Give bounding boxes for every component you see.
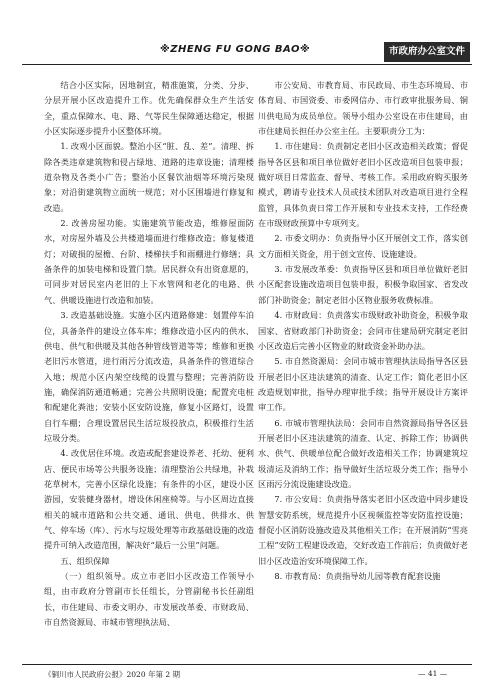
paragraph: 4. 市财政局：负责落实市级财政补助资金，积极争取国家、省财政部门补助资金；会同市住建局研究制定老旧小区改造后完善小区物业的财政资金补助办法。 [258, 310, 468, 351]
header-title: ※ZHENG FU GONG BAO※ [160, 44, 311, 55]
header-divider [22, 64, 472, 65]
paragraph: 1. 改观小区面貌。整治小区“脏、乱、差”。清理、拆除各类违章建筑物和侵占绿地、道路的违章设施；清理楼道杂物及各类小广告；整治小区餐饮油烟等环境污染现象；对沿街建筑物立面统一规范；对小区围墙进行修复和改造。 [44, 141, 254, 213]
paragraph: 3. 市发展改革委：负责指导区县和项目单位做好老旧小区配套设施改造项目包装申报，积极争取国家、省发改部门补助资金；制定老旧小区物业服务收费标准。 [258, 264, 468, 305]
paragraph: 3. 改造基础设施。实施小区内道路修建：划置停车泊位，具备条件的建设立体车库；维修改造小区内的供水、供电、供气和供暖及其他各种管线管道等等；维修和更换老旧污水管道，进行雨污分流改造，具备条件的管道综合入地；规范小区内架空线缆的设置与整理；完善消防设施，确保消防通道畅通；完善公共照明设施；配置充电桩和配建化粪池；安装小区安防设施，修复小区路灯，设置自行车棚；合理设置居民生活垃圾投放点，积极推行生活垃圾分类。 [44, 310, 254, 443]
paragraph: 5. 市自然资源局：会同市城市管理执法局指导各区县开展老旧小区违法建筑的清查、认定工作；简化老旧小区改造规划审批，指导办理审批手续；指导开展设计方案评审工作。 [258, 356, 468, 413]
paragraph: 市公安局、市教育局、市民政局、市生态环境局、市体育局、市国资委、市委网信办、市行政审批服务局、铜川供电局为成员单位。领导小组办公室设在市住建局，由市住建局长担任办公室主任。主要职责分工为： [258, 80, 468, 137]
footer-divider [22, 664, 472, 665]
section-heading: 五、组织保障 [60, 555, 110, 566]
paragraph: 7. 市公安局：负责指导落实老旧小区改造中同步建设智慧安防系统，规范提升小区视频监控等安防监控设施；督促小区消防设施改造及其他相关工作；在开展消防“雪亮工程”安防工程建设改造，交好改造工作前后；负责做好老旧小区改造治安环境保障工作。 [258, 494, 468, 566]
paragraph: 4. 改优居住环境。改造或配套建设养老、托幼、便利店、便民市场等公共服务设施；清理整治公共绿地，补栽花草树木，完善小区绿化设施；有条件的小区，建设小区游园，安装健身器材，增设休闲座椅等。与小区周边直接相关的城市道路和公共交通、通讯、供电、供排水、供气、停车场（库）、污水与垃圾处理等市政基础设施的改造提升可纳入改造范围，解决好“最后一公里”问题。 [44, 448, 254, 551]
page-header [0, 0, 494, 68]
right-column [258, 78, 468, 660]
left-column [44, 78, 254, 660]
paragraph: 1. 市住建局：负责制定老旧小区改造相关政策；督促指导各区县和项目单位做好老旧小区改造项目包装申报；做好项目日常监查、督导、考核工作。采用政府购买服务模式，聘请专业技术人员或技术团队对改造项目进行全程监管，具体负责日常工作开展和专业技术支持，工作经费在市级财政预算中专项列支。 [258, 141, 468, 229]
page-number: — 41 — [418, 669, 448, 678]
paragraph: 8. 市教育局：负责指导幼儿园等教育配套设施 [274, 571, 441, 581]
paragraph: 6. 市城市管理执法局：会同市自然资源局指导各区县开展老旧小区违法建筑的清查、认定、拆除工作；协调供水、供气、供暖单位配合做好改造相关工作；协调建筑垃圾清运及消纳工作；指导做好生活垃圾分类工作；指导小区雨污分流设施建设改造。 [258, 417, 468, 489]
footer-publication: 《铜川市人民政府公报》2020 年第 2 期 [44, 670, 181, 679]
paragraph: 2. 市委文明办：负责指导小区开展创文工作，落实创文方面相关资金，用于创文宣传、设施建设。 [258, 233, 468, 259]
paragraph: 2. 改善房屋功能。实施建筑节能改造，维修屋面防水，对房屋外墙及公共楼道墙面进行维修改造；修复楼道灯；对破损的屋檐、台阶、楼梯扶手和雨棚进行修缮；具备条件的加装电梯和设置门禁。居民群众有出资意愿的，可同步对居民室内老旧的上下水管网和老化的电路、供气、供暖设施进行改造和加装。 [44, 218, 254, 305]
paragraph: 结合小区实际，因地制宜，精准施策，分类、分步、分层开展小区改造提升工作。优先确保群众生产生活安全，重点保障水、电、路、气等民生保障通达稳定，根据小区实际逐步提升小区整体环境。 [44, 80, 254, 137]
header-section-badge: 市政府办公室文件 [384, 42, 470, 62]
paragraph: （一）组织领导。成立市老旧小区改造工作领导小组，由市政府分管副市长任组长，分管副秘书长任副组长，市住建局、市委文明办、市发展改革委、市财政局、市自然资源局、市城市管理执法局、 [44, 571, 254, 628]
